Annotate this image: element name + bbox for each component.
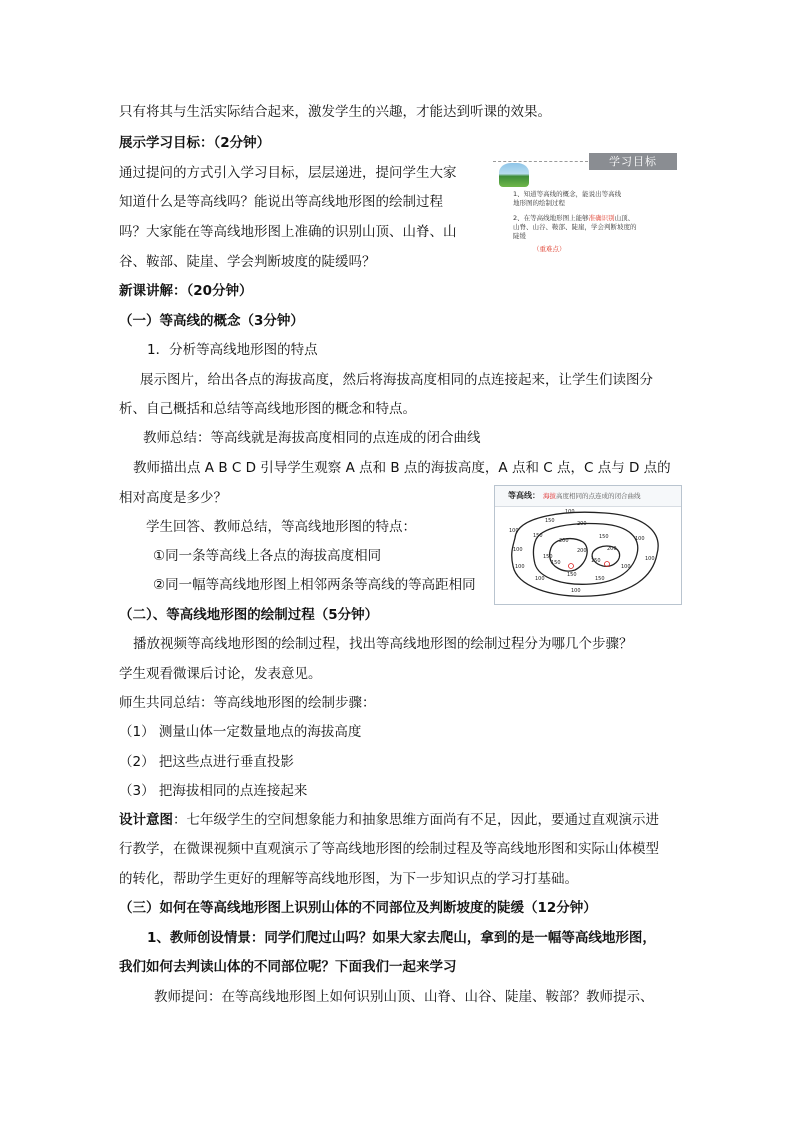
contour-elevation-label: 100 [565,509,575,515]
slide-tag: 学习目标 [589,153,677,170]
contour-elevation-label: 100 [621,564,631,570]
text-line: 学生回答、教师总结，等高线地形图的特点： [146,519,416,535]
objective-1a: 1、知道等高线的概念，能说出等高线 [513,190,622,198]
contour-elevation-label: 150 [567,572,577,578]
text-line: 知道什么是等高线吗？能说出等高线地形图的绘制过程 [119,194,443,210]
text-line: 通过提问的方式引入学习目标，层层递进，提问学生大家 [119,165,457,181]
contour-slide-subtitle: 海拔高度相同的点连成的闭合曲线 [543,492,641,500]
landscape-image [499,163,529,187]
list-item: （1） 测量山体一定数量地点的海拔高度 [119,724,362,740]
contour-map [495,506,681,604]
contour-elevation-label: 150 [533,533,543,539]
contour-elevation-label: 100 [535,576,545,582]
text-line: 教师描出点 A B C D 引导学生观察 A 点和 B 点的海拔高度，A 点和 C 点，C 点与 D 点的 [133,460,671,476]
text-line: 1、教师创设情景：同学们爬过山吗？如果大家去爬山，拿到的是一幅等高线地形图， [147,930,656,946]
text-line: 谷、鞍部、陡崖、学会判断坡度的陡缓吗？ [119,254,376,270]
text-line: 师生共同总结：等高线地形图的绘制步骤： [119,695,376,711]
objective-2c: 陡缓 [513,232,526,240]
contour-elevation-label: 100 [635,536,645,542]
contour-elevation-label: 100 [645,556,655,562]
text-line: 我们如何去判读山体的不同部位呢？下面我们一起来学习 [119,959,457,975]
list-item: （3） 把海拔相同的点连接起来 [119,783,308,799]
point-marker [569,564,574,569]
text-line: 相对高度是多少？ [119,490,227,506]
text-line: 1．分析等高线地形图的特点 [147,342,318,358]
design-intent-label: 设计意图 [119,812,173,828]
contour-slide-title: 等高线： [508,491,540,500]
text-line: 展示图片，给出各点的海拔高度，然后将海拔高度相同的点连接起来，让学生们读图分 [140,372,653,388]
text-line: ②同一幅等高线地形图上相邻两条等高线的等高距相同 [153,577,476,593]
design-intent-text: ：七年级学生的空间想象能力和抽象思维方面尚有不足，因此，要通过直观演示进 [173,812,659,828]
contour-elevation-label: 150 [591,558,601,564]
contour-elevation-label: 150 [543,554,553,560]
contour-elevation-label: 100 [515,564,525,570]
list-item: （2） 把这些点进行垂直投影 [119,754,294,770]
text-line: 析、自己概括和总结等高线地形图的概念和特点。 [119,401,416,417]
section-heading: 展示学习目标：（2分钟） [119,135,271,151]
text-line: 学生观看微课后讨论，发表意见。 [119,666,322,682]
contour-elevation-label: 150 [595,576,605,582]
contour-elevation-label: 100 [509,528,519,534]
contour-elevation-label: 150 [551,560,561,566]
contour-slide [494,485,682,605]
divider [493,161,588,162]
contour-elevation-label: 150 [545,518,555,524]
contour-elevation-label: 200 [577,548,587,554]
key-point-note: （重难点） [533,245,566,253]
design-intent-paragraph [119,811,659,829]
text-line: ①同一条等高线上各点的海拔高度相同 [153,548,382,564]
contour-elevation-label: 200 [559,538,569,544]
text-line: 的转化，帮助学生更好的理解等高线地形图，为下一步知识点的学习打基础。 [119,871,578,887]
text-line: 只有将其与生活实际结合起来，激发学生的兴趣，才能达到听课的效果。 [119,104,551,120]
text-line: 教师提问：在等高线地形图上如何识别山顶、山脊、山谷、陡崖、鞍部？教师提示、 [154,989,654,1005]
contour-slide-header [495,486,681,507]
section-heading: （二）、等高线地形图的绘制过程（5分钟） [119,607,379,623]
text-line: 播放视频等高线地形图的绘制过程，找出等高线地形图的绘制过程分为哪几个步骤？ [133,636,633,652]
text-line: 吗？大家能在等高线地形图上准确的识别山顶、山脊、山 [119,224,457,240]
contour-elevation-label: 100 [571,588,581,594]
objective-1b: 地形图的绘制过程 [513,199,565,207]
contour-elevation-label: 100 [513,547,523,553]
section-heading: 新课讲解：（20分钟） [119,283,253,299]
contour-elevation-label: 200 [607,546,617,552]
objective-2b: 山脊、山谷、鞍部、陡崖，学会判断坡度的 [513,223,637,231]
section-heading: （一）等高线的概念（3分钟） [119,313,304,329]
text-line: 教师总结：等高线就是海拔高度相同的点连成的闭合曲线 [143,430,481,446]
objective-2a: 2、在等高线地形图上能够准确识别山顶、 [513,214,635,222]
contour-elevation-label: 200 [577,521,587,527]
text-line: 行教学，在微课视频中直观演示了等高线地形图的绘制过程及等高线地形图和实际山体模型 [119,841,659,857]
learning-objectives-slide [493,153,683,268]
contour-elevation-label: 150 [599,534,609,540]
section-heading: （三）如何在等高线地形图上识别山体的不同部位及判断坡度的陡缓（12分钟） [119,900,597,916]
